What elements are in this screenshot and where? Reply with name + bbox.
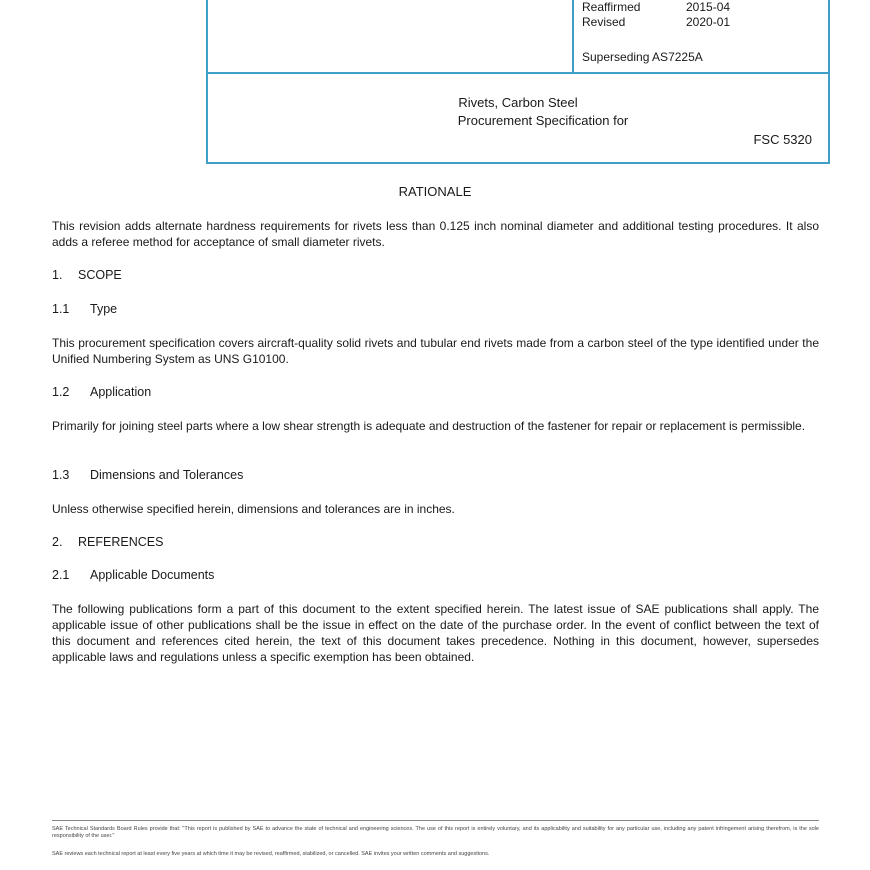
title-line-2: Procurement Specification for bbox=[457, 113, 629, 128]
section-title: Type bbox=[90, 302, 118, 316]
revised-label: Revised bbox=[582, 15, 626, 29]
section-1-2-heading bbox=[52, 385, 151, 399]
section-title: Applicable Documents bbox=[90, 568, 215, 582]
section-title: Dimensions and Tolerances bbox=[90, 468, 244, 482]
section-title: SCOPE bbox=[78, 268, 122, 282]
section-2-1-heading bbox=[52, 568, 214, 582]
superseding-note: Superseding AS7225A bbox=[582, 50, 703, 64]
section-2-1-text: The following publications form a part of this document to the extent specified herein. The latest issue of SAE publications shall apply. The applicable issue of other publications shall be the issue in effect on the date of the purchase order. In the event of conflict between the text of this document and references cited herein, the text of this document takes precedence. Nothing in this document, however, supersedes applicable laws and regulations unless a specific exemption has been obtained. bbox=[52, 602, 819, 664]
section-1-3-heading bbox=[52, 468, 243, 482]
reaffirmed-row bbox=[582, 0, 730, 15]
document-header-box bbox=[206, 0, 830, 164]
section-number: 1.1 bbox=[52, 302, 70, 316]
header-divider-vertical bbox=[572, 0, 574, 72]
rationale-heading: RATIONALE bbox=[398, 184, 472, 199]
section-1-heading bbox=[52, 268, 122, 282]
fsc-code: FSC 5320 bbox=[753, 132, 812, 147]
section-title: REFERENCES bbox=[78, 535, 164, 549]
section-title: Application bbox=[90, 385, 152, 399]
section-1-1-heading bbox=[52, 302, 117, 316]
reaffirmed-label: Reaffirmed bbox=[582, 0, 641, 14]
title-line-1: Rivets, Carbon Steel bbox=[458, 95, 578, 110]
section-1-2-text: Primarily for joining steel parts where a low shear strength is adequate and destruction of the fastener for repair or replacement is permissible. bbox=[52, 419, 806, 433]
document-title bbox=[208, 94, 828, 130]
rationale-text: This revision adds alternate hardness requirements for rivets less than 0.125 inch nominal diameter and additional testing procedures. It also adds a referee method for acceptance of small diameter rivets. bbox=[52, 219, 819, 249]
revised-row bbox=[582, 15, 730, 30]
revised-date: 2020-01 bbox=[686, 15, 731, 29]
section-1-1-text: This procurement specification covers aircraft-quality solid rivets and tubular end rivets made from a carbon steel of the type identified under the Unified Numbering System as UNS G10100. bbox=[52, 336, 819, 366]
section-number: 2. bbox=[52, 535, 63, 549]
section-number: 1.3 bbox=[52, 468, 70, 482]
revision-dates bbox=[582, 0, 730, 30]
section-1-3-text: Unless otherwise specified herein, dimensions and tolerances are in inches. bbox=[52, 502, 455, 516]
reaffirmed-date: 2015-04 bbox=[686, 0, 731, 14]
section-number: 2.1 bbox=[52, 568, 70, 582]
header-divider-horizontal bbox=[208, 72, 828, 74]
footer-disclaimer-2: SAE reviews each technical report at least every five years at which time it may be revised, reaffirmed, stabilized, or cancelled. SAE invites your written comments and suggestions. bbox=[52, 851, 490, 857]
footer-disclaimer-1: SAE Technical Standards Board Rules provide that: "This report is published by SAE to advance the state of technical and engineering sciences. The use of this report is entirely voluntary, and its applicability and suitability for any particular use, including any patent infringement arising therefrom, is the sole responsibility of the user." bbox=[52, 826, 819, 839]
section-2-heading bbox=[52, 535, 163, 549]
section-number: 1. bbox=[52, 268, 63, 282]
footer-divider bbox=[52, 820, 819, 821]
section-number: 1.2 bbox=[52, 385, 70, 399]
